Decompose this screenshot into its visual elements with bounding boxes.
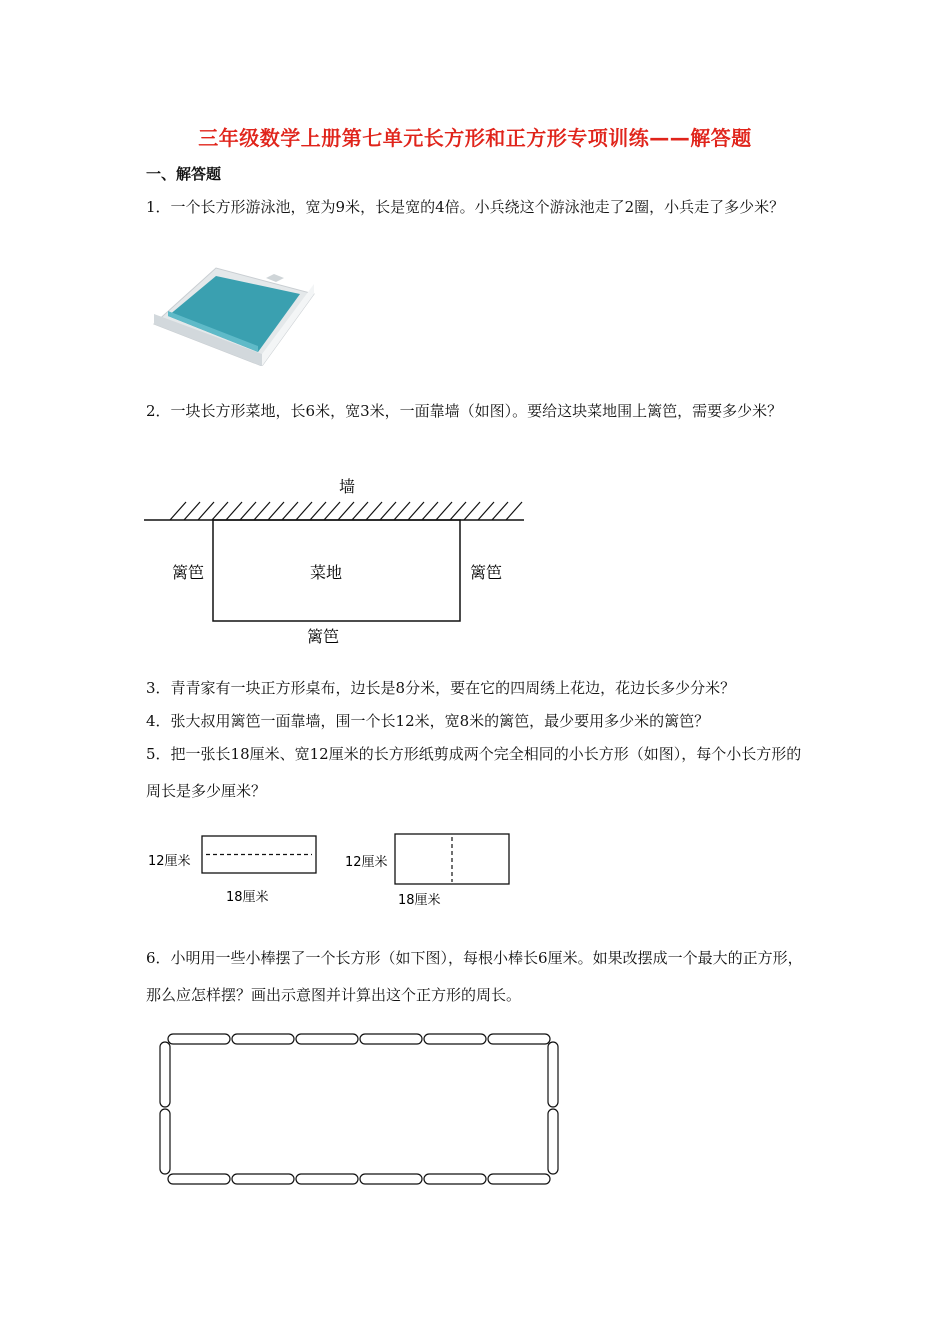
swimming-pool-image <box>146 266 316 366</box>
question-5: 5．把一张长18厘米、宽12厘米的长方形纸剪成两个完全相同的小长方形（如图），每个小长方形的周长是多少厘米？ <box>146 745 802 800</box>
right-width-label: 12厘米 <box>345 855 388 870</box>
right-length-label: 18厘米 <box>398 893 441 908</box>
field-wall-diagram <box>140 470 530 650</box>
question-4: 4．张大叔用篱笆一面靠墙，围一个长12米，宽8米的篱笆，最少要用多少米的篱笆？ <box>146 712 710 730</box>
field-label: 菜地 <box>309 563 343 582</box>
question-2: 2．一块长方形菜地，长6米，宽3米，一面靠墙（如图）。要给这块菜地围上篱笆，需要多少米？ <box>146 402 783 420</box>
question-3: 3．青青家有一块正方形桌布，边长是8分米，要在它的四周绣上花边，花边长多少分米？ <box>146 679 736 697</box>
left-length-label: 18厘米 <box>226 890 269 905</box>
wall-label: 墙 <box>338 477 356 496</box>
fence-bottom-label: 篱笆 <box>306 627 340 646</box>
question-6: 6．小明用一些小棒摆了一个长方形（如下图），每根小棒长6厘米。如果改摆成一个最大的正方形，那么应怎样摆？画出示意图并计算出这个正方形的周长。 <box>146 949 803 1004</box>
fence-left-label: 篱笆 <box>171 563 205 582</box>
fence-right-label: 篱笆 <box>469 563 503 582</box>
question-1: 1．一个长方形游泳池，宽为9米，长是宽的4倍。小兵绕这个游泳池走了2圈，小兵走了多少米？ <box>146 198 785 216</box>
section-heading: 一、解答题 <box>146 165 222 183</box>
sticks-rectangle-diagram <box>150 1030 570 1190</box>
left-width-label: 12厘米 <box>148 854 191 869</box>
page-title: 三年级数学上册第七单元长方形和正方形专项训练——解答题 <box>198 126 752 150</box>
paper-cut-diagram <box>140 826 520 916</box>
